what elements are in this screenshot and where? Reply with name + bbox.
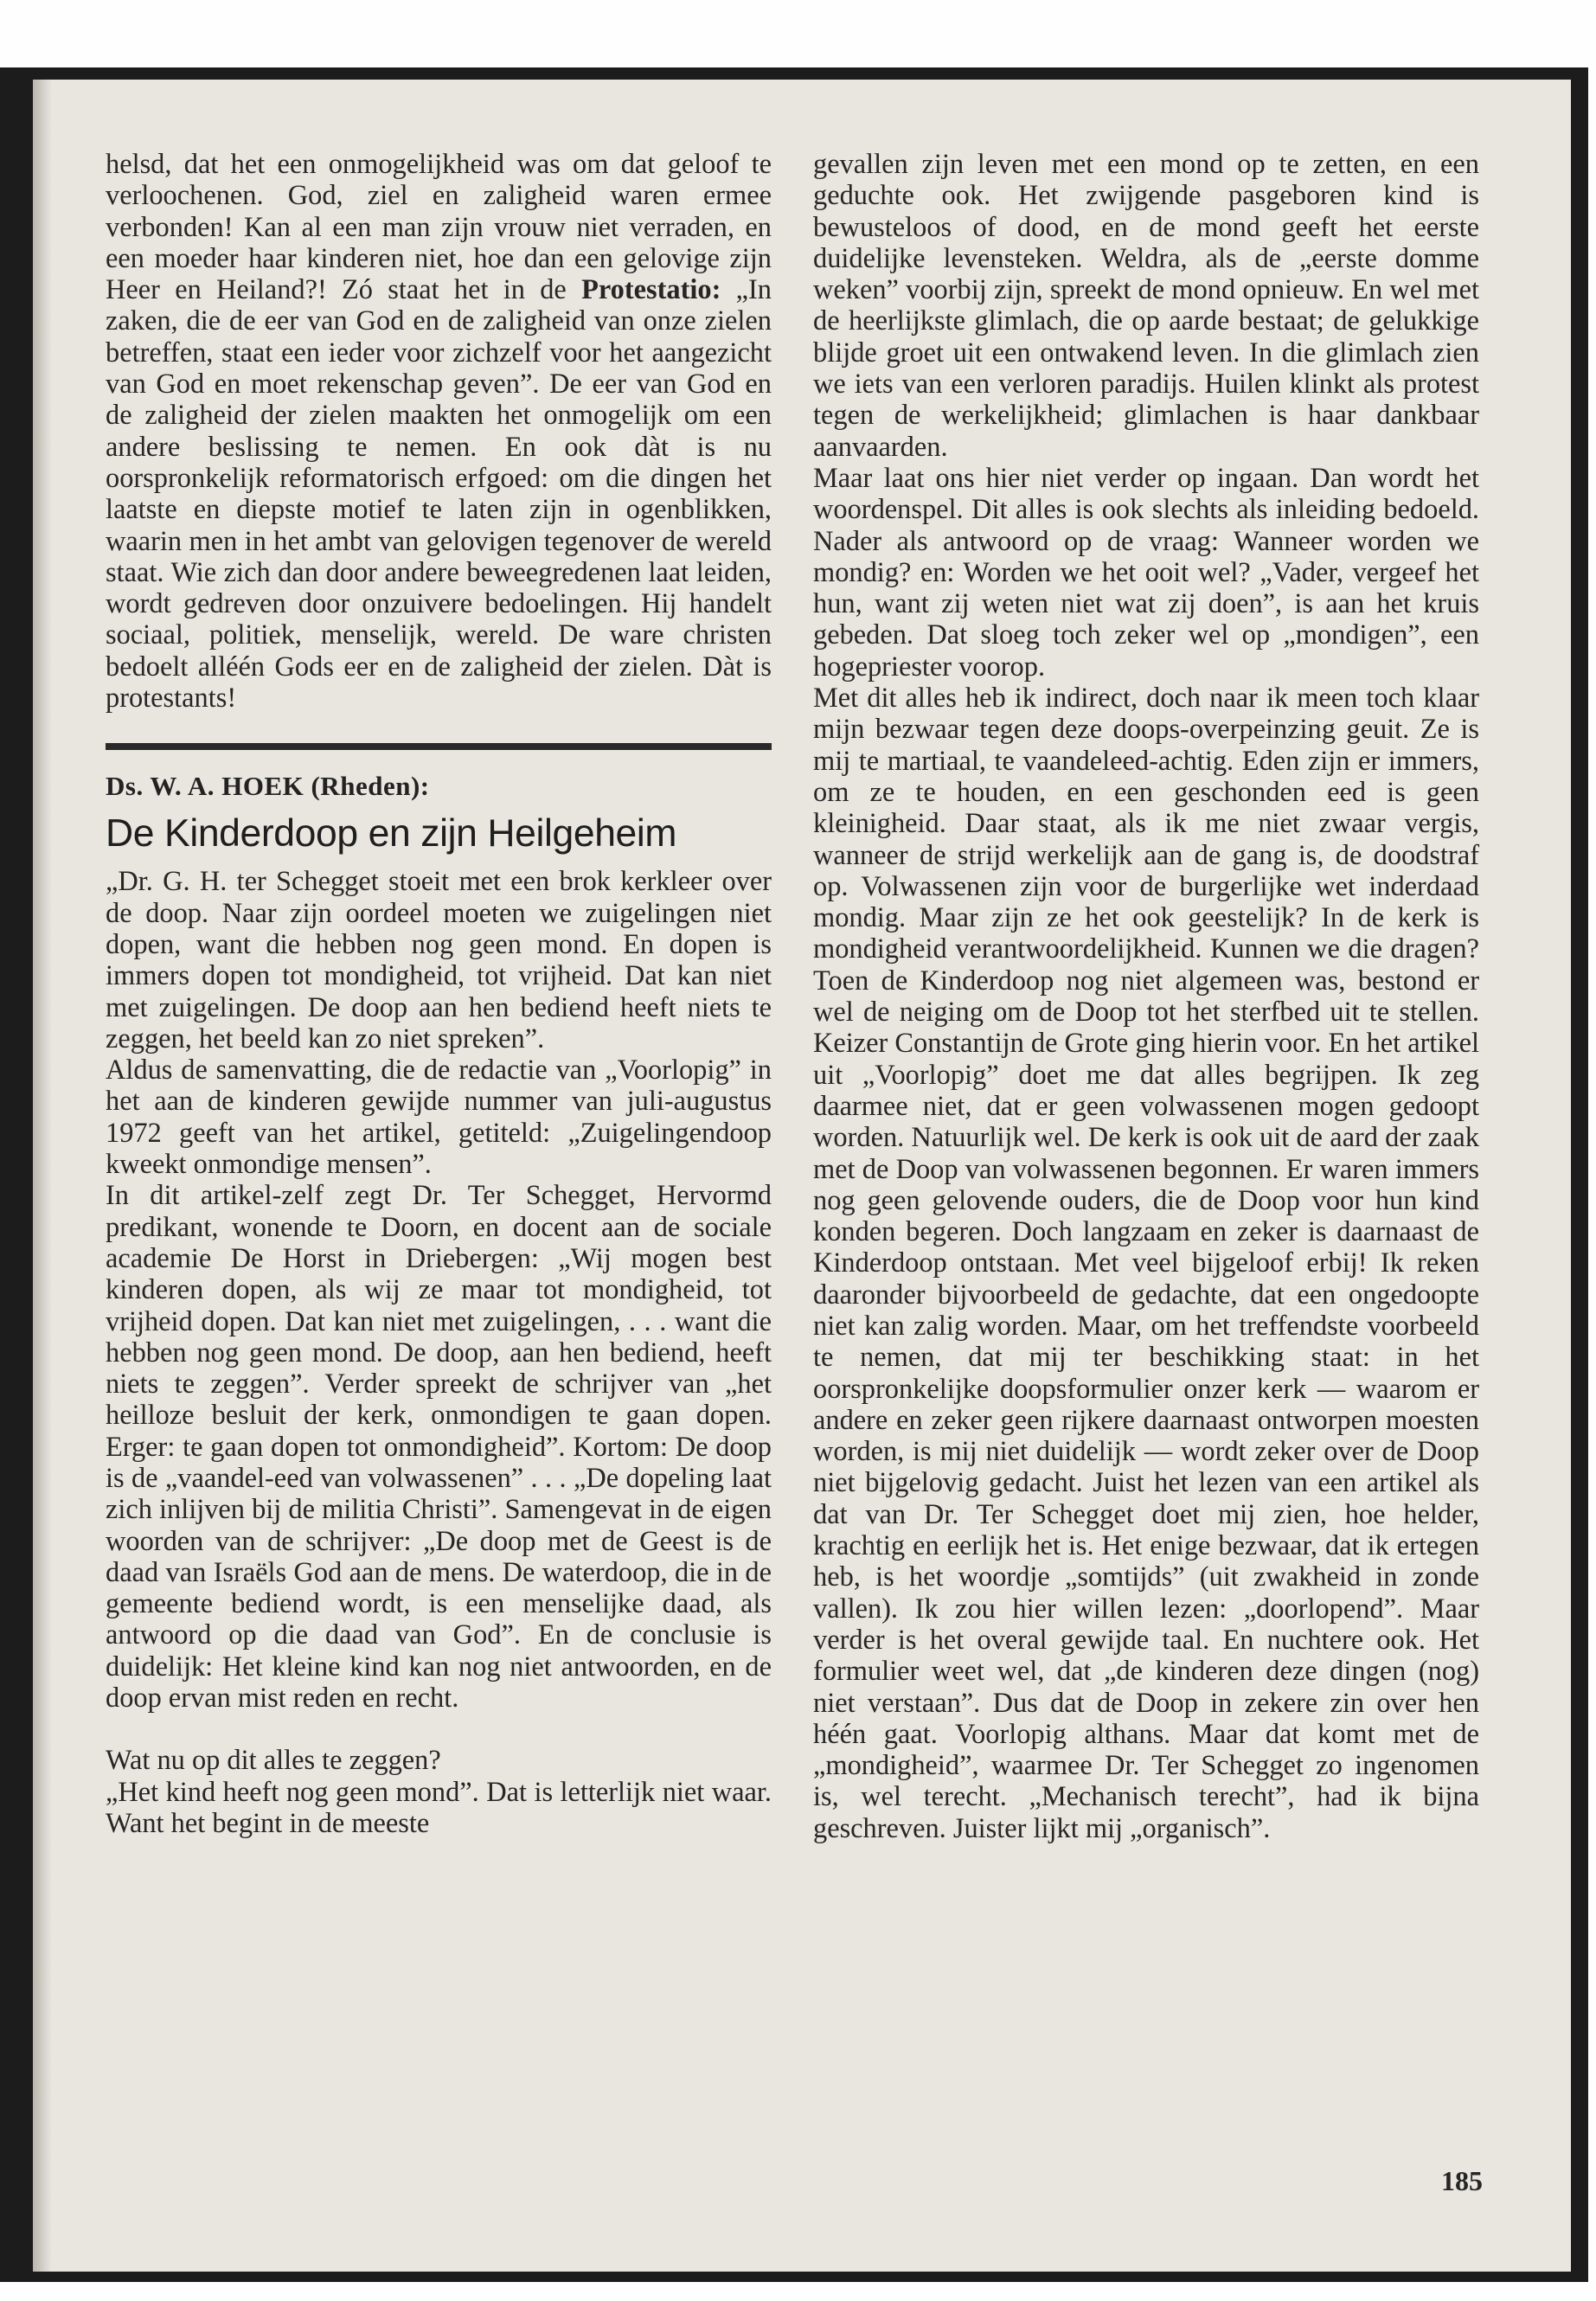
section-divider [106,743,772,750]
article-title: De Kinderdoop en zijn Heilgeheim [106,812,677,856]
left-column [106,149,772,1839]
paragraph: Aldus de samenvatting, die de redactie van „Voorlopig” in het aan de kinderen gewijde nummer van juli-augustus 1972 geeft van het artikel, getiteld: „Zuigelingendoop kweekt onmondige mensen”. [106,1054,772,1181]
page-number: 185 [1441,2165,1483,2196]
paragraph: Met dit alles heb ik indirect, doch naar ik meen toch klaar mijn bezwaar tegen deze doops-overpeinzing geuit. Ze is mij te martiaal, te vaandeleed-achtig. Eden zijn er immers, om ze te houden, en een geschonden eed is geen kleinigheid. Daar staat, als ik me niet zwaar vergis, wanneer de strijd werkelijk aan de gang is, de doodstraf op. Volwassenen zijn voor de burgerlijke wet inderdaad mondig. Maar zijn ze het ook geestelijk? In de kerk is mondigheid verantwoordelijkheid. Kunnen we die dragen? Toen de Kinderdoop nog niet algemeen was, bestond er wel de neiging om de Doop tot het sterfbed uit te stellen. Keizer Constantijn de Grote ging hierin voor. En het artikel uit „Voorlopig” doet me dat alles begrijpen. Ik zeg daarmee niet, dat er geen volwassenen mogen gedoopt worden. Natuurlijk wel. De kerk is ook uit de aard der zaak met de Doop van volwassenen begonnen. Er waren immers nog geen gelovende ouders, die de Doop voor hun kind konden begeren. Doch langzaam en zeker is daarnaast de Kinderdoop ontstaan. Met veel bijgeloof erbij! Ik reken daaronder bijvoorbeeld de gedachte, dat een ongedoopte niet kan zalig worden. Maar, om het treffendste voorbeeld te nemen, dat mij ter beschikking staat: in het oorspronkelijke doopsformulier onzer kerk — waarom er andere en zeker geen rijkere daarnaast ontworpen moesten worden, is mij niet duidelijk — wordt zeker over de Doop niet bijgelovig gedacht. Juist het lezen van een artikel als dat van Dr. Ter Schegget doet mij zien, hoe helder, krachtig en eerlijk het is. Het enige bezwaar, dat ik ertegen heb, is het woordje „somtijds” (uit zwakheid in zonde vallen). Ik zou hier willen lezen: „doorlopend”. Maar verder is het overal gewijde taal. En nuchtere ook. Het formulier weet wel, dat „de kinderen deze dingen (nog) niet verstaan”. Dus dat de Doop in zekere zin over hen héén gaat. Voorlopig althans. Maar dat komt met de „mondigheid”, waarmee Dr. Ter Schegget zo ingenomen is, wel terecht. „Mechanisch terecht”, had ik bijna geschreven. Juister lijkt mij „organisch”. [813,683,1479,1844]
paragraph-gap [106,1714,772,1745]
paragraph: In dit artikel-zelf zegt Dr. Ter Schegget, Hervormd predikant, wonende te Doorn, en docent aan de sociale academie De Horst in Driebergen: „Wij mogen best kinderen dopen, als wij ze maar tot mondigheid, tot vrijheid dopen. Dat kan niet met zuigelingen, . . . want die hebben nog geen mond. De doop, aan hen bediend, heeft niets te zeggen”. Verder spreekt de schrijver van „het heilloze besluit der kerk, onmondigen te gaan dopen. Erger: te gaan dopen tot onmondigheid”. Kortom: De doop is de „vaandel-eed van volwassenen” . . . „De dopeling laat zich inlijven bij de militia Christi”. Samengevat in de eigen woorden van de schrijver: „De doop met de Geest is de daad van Israëls God aan de mens. De waterdoop, die in de gemeente bediend wordt, is een menselijke daad, als antwoord op die daad van God”. En de conclusie is duidelijk: Het kleine kind kan nog niet antwoorden, en de doop ervan mist reden en recht. [106,1180,772,1715]
right-column [813,149,1479,1844]
paragraph: „Het kind heeft nog geen mond”. Dat is letterlijk niet waar. Want het begint in de meeste [106,1776,772,1839]
article-author: Ds. W. A. HOEK (Rheden): [106,771,430,802]
paragraph-text: „In zaken, die de eer van God en de zaligheid van onze zielen betreffen, staat een ieder voor zichzelf voor het aangezicht van God en moet rekenschap geven”. De eer van God en de zaligheid der zielen maakten het onmogelijk om een andere beslissing te nemen. En ook dàt is nu oorspronkelijk reformatorisch erfgoed: om die dingen het laatste en diepste motief te laten zijn in ogenblikken, waarin men in het ambt van gelovigen tegenover de wereld staat. Wie zich dan door andere beweegredenen laat leiden, wordt gedreven door onzuivere bedoelingen. Hij handelt sociaal, politiek, menselijk, wereld. De ware christen bedoelt alléén Gods eer en de zaligheid der zielen. Dàt is protestants! [106,274,772,715]
paragraph: gevallen zijn leven met een mond op te zetten, en een geduchte ook. Het zwijgende pasgeboren kind is bewusteloos of dood, en de mond geeft het eerste duidelijke levensteken. Weldra, als de „eerste domme weken” voorbij zijn, spreekt de mond opnieuw. En wel met de heerlijkste glimlach, die op aarde bestaat; de gelukkige blijde groet uit een ontwakend leven. In die glimlach zien we iets van een verloren paradijs. Huilen klinkt als protest tegen de werkelijkheid; glimlachen is haar dankbaar aanvaarden. [813,149,1479,463]
paragraph: Maar laat ons hier niet verder op ingaan. Dan wordt het woordenspel. Dit alles is ook slechts als inleiding bedoeld. Nader als antwoord op de vraag: Wanneer worden we mondig? en: Worden we het ooit wel? „Vader, vergeef het hun, want zij weten niet wat zij doen”, is aan het kruis gebeden. Dat sloeg toch zeker wel op „mondigen”, een hogepriester voorop. [813,462,1479,683]
spine-shadow [33,80,52,2272]
paragraph: „Dr. G. H. ter Schegget stoeit met een brok kerkleer over de doop. Naar zijn oordeel moeten we zuigelingen niet dopen, want die hebben nog geen mond. En dopen is immers dopen tot mondigheid, tot vrijheid. Dat kan niet met zuigelingen. De doop aan hen bediend heeft niets te zeggen, het beeld kan zo niet spreken”. [106,866,772,1054]
paragraph-text: helsd, dat het een onmogelijkheid was om dat geloof te verloochenen. God, ziel en zaligheid waren ermee verbonden! Kan al een man zijn vrouw niet verraden, en een moeder haar kinderen niet, hoe dan een gelovige zijn Heer en Heiland?! Zó staat het in de [106,149,772,306]
paragraph: Wat nu op dit alles te zeggen? [106,1745,441,1777]
bold-term: Protestatio: [581,274,721,306]
paragraph [106,149,772,714]
